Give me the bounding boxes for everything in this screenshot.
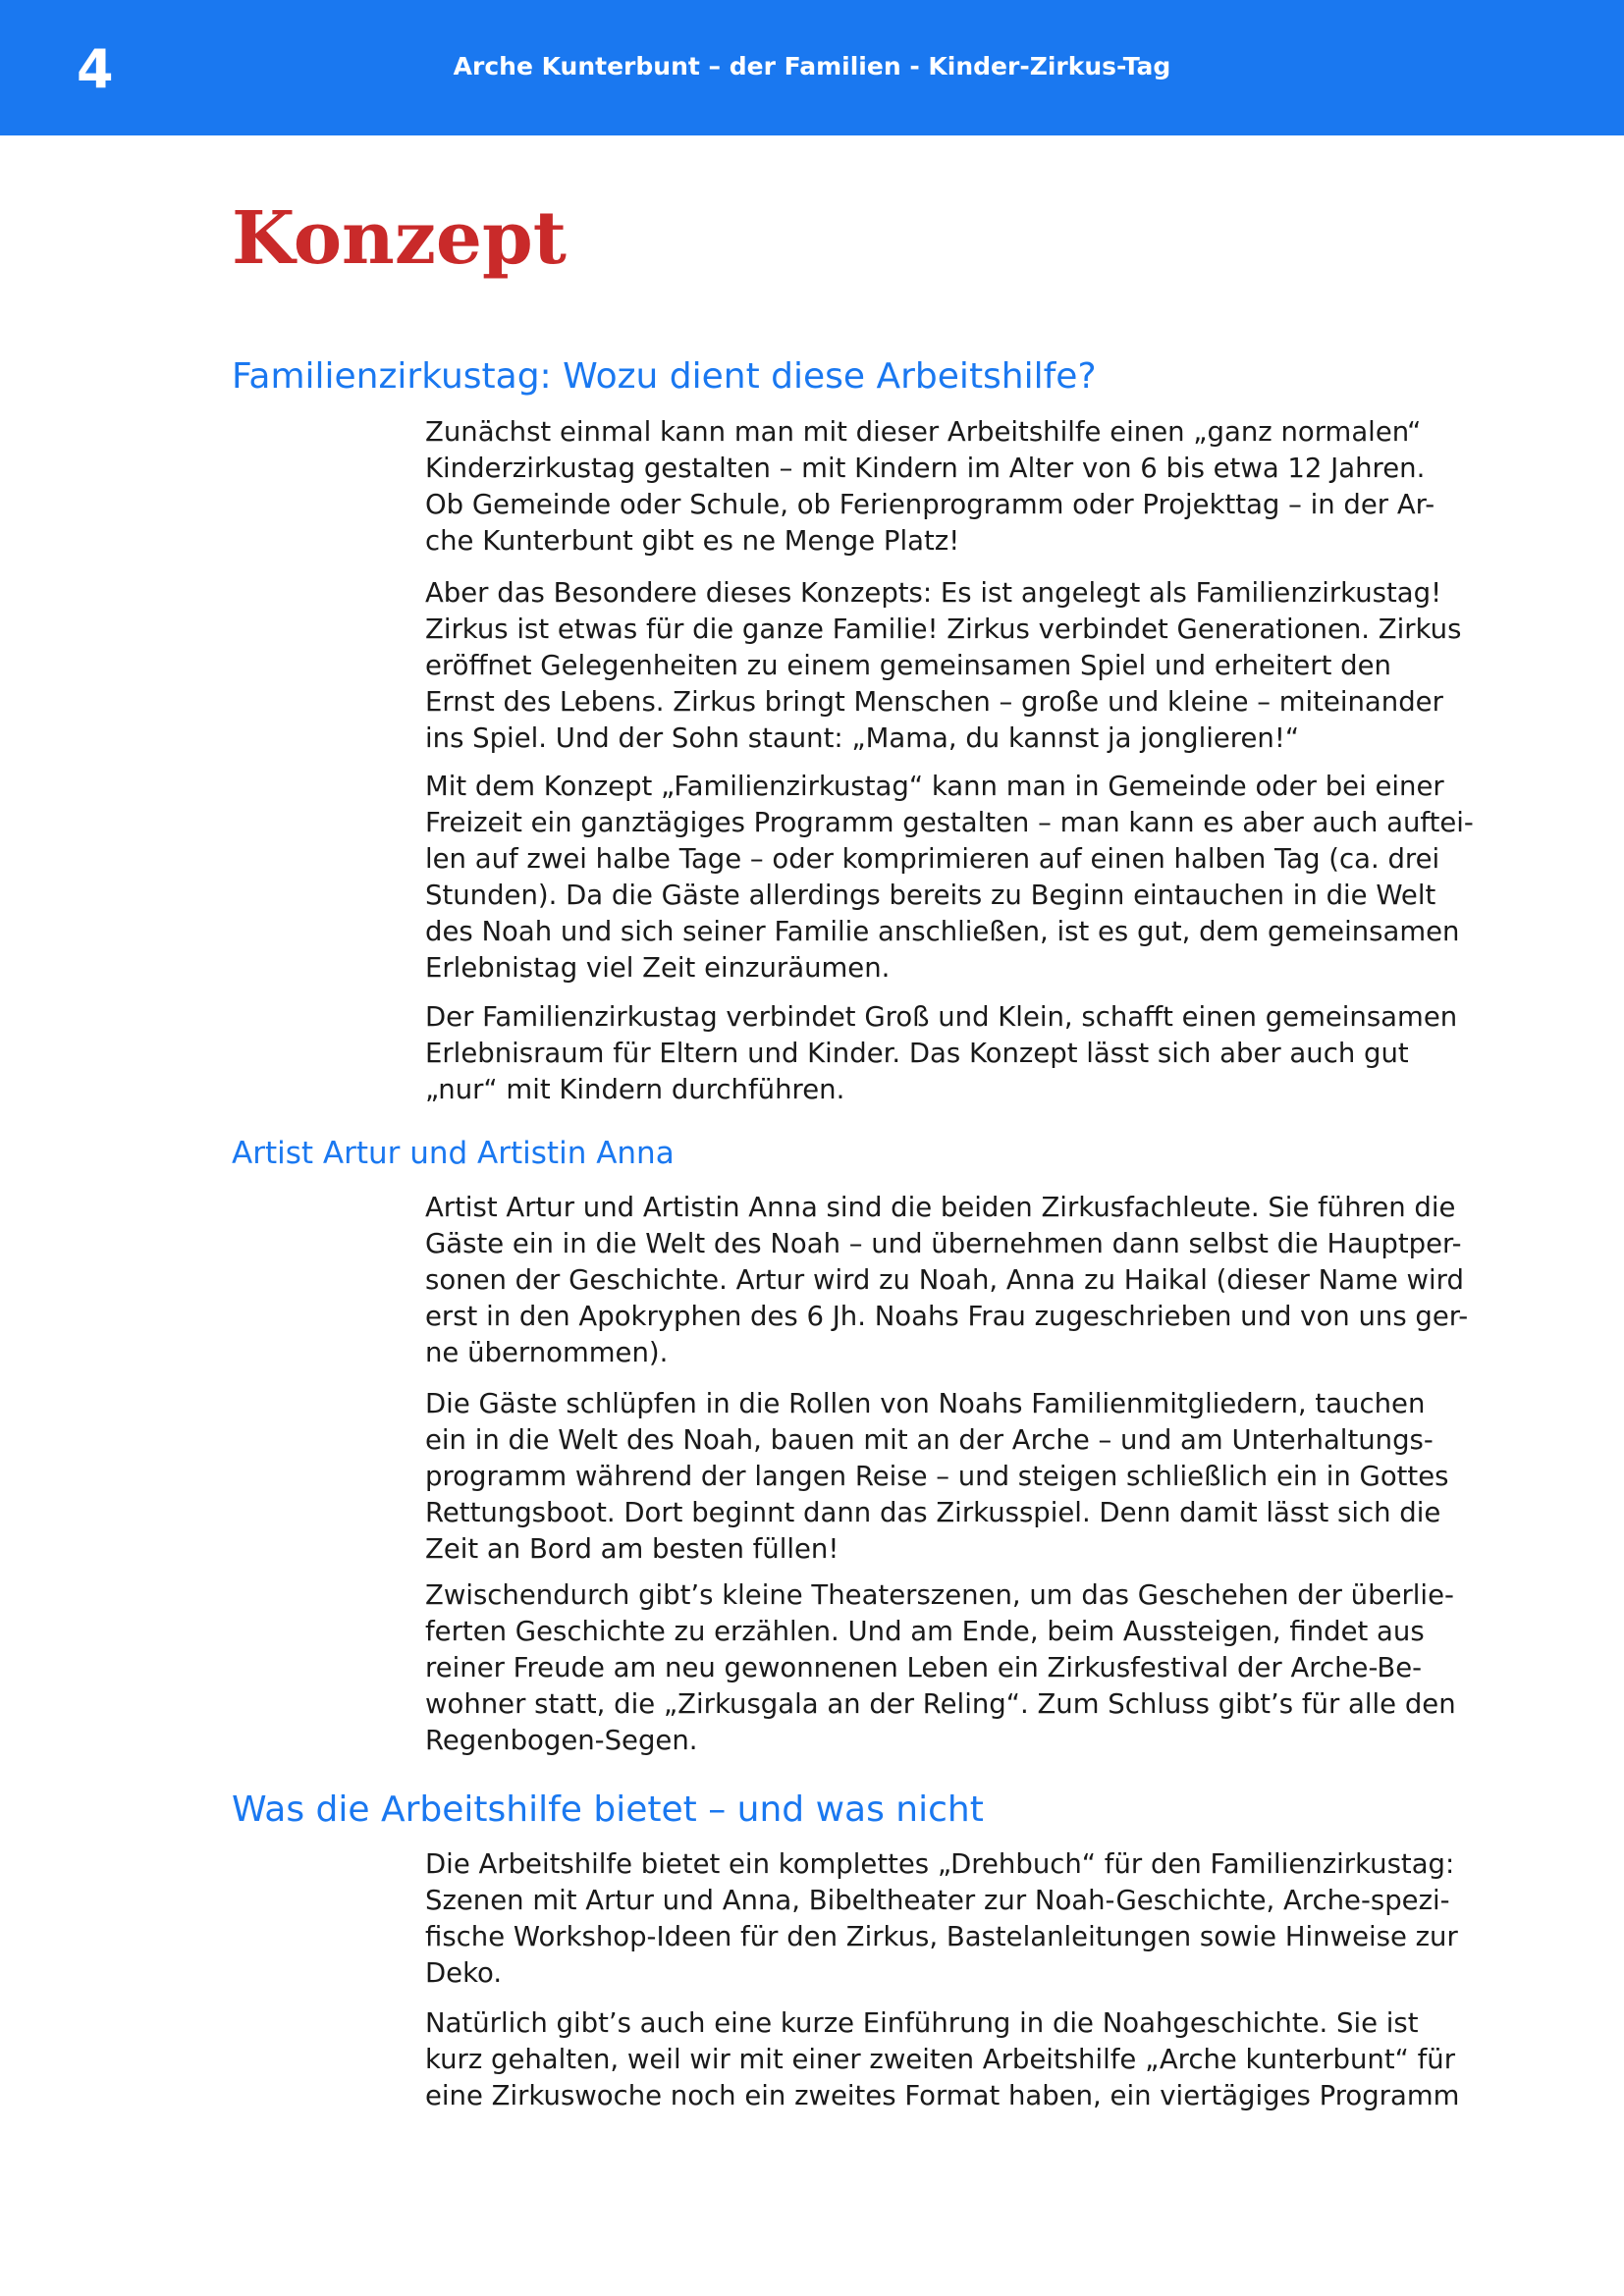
text-line: Rettungsboot. Dort beginnt dann das Zirkusspiel. Denn damit lässt sich die — [425, 1497, 1441, 1528]
text-line: kurz gehalten, weil wir mit einer zweiten Arbeitshilfe „Arche kunterbunt“ für — [425, 2044, 1456, 2075]
text-line: Freizeit ein ganztägiges Programm gestalten – man kann es aber auch auftei- — [425, 807, 1474, 838]
text-line: eröffnet Gelegenheiten zu einem gemeinsamen Spiel und erheitert den — [425, 650, 1391, 681]
text-line: reiner Freude am neu gewonnenen Leben ein Zirkusfestival der Arche-Be- — [425, 1652, 1423, 1683]
text-line: Mit dem Konzept „Familienzirkustag“ kann man in Gemeinde oder bei einer — [425, 771, 1444, 802]
text-line: Zeit an Bord am besten füllen! — [425, 1533, 839, 1565]
text-line: Stunden). Da die Gäste allerdings bereits zu Beginn eintauchen in die Welt — [425, 880, 1436, 911]
text-line: erst in den Apokryphen des 6 Jh. Noahs Frau zugeschrieben und von uns ger- — [425, 1301, 1469, 1332]
text-line: programm während der langen Reise – und steigen schließlich ein in Gottes — [425, 1461, 1449, 1492]
text-line: ferten Geschichte zu erzählen. Und am Ende, beim Aussteigen, findet aus — [425, 1616, 1425, 1647]
text-line: Erlebnisraum für Eltern und Kinder. Das Konzept lässt sich aber auch gut — [425, 1038, 1409, 1069]
text-line: Zunächst einmal kann man mit dieser Arbeitshilfe einen „ganz normalen“ — [425, 416, 1422, 448]
paragraph — [425, 999, 1486, 1108]
text-line: ein in die Welt des Noah, bauen mit an der Arche – und am Unterhaltungs- — [425, 1424, 1434, 1456]
paragraph — [425, 2005, 1486, 2114]
text-line: Ernst des Lebens. Zirkus bringt Menschen – große und kleine – miteinander — [425, 686, 1443, 718]
text-line: eine Zirkuswoche noch ein zweites Format haben, ein viertägiges Programm — [425, 2080, 1460, 2111]
paragraph — [425, 769, 1486, 987]
text-line: „nur“ mit Kindern durchführen. — [425, 1074, 845, 1105]
section-heading: Artist Artur und Artistin Anna — [232, 1136, 675, 1171]
text-line: ins Spiel. Und der Sohn staunt: „Mama, du kannst ja jonglieren!“ — [425, 722, 1300, 754]
page-number: 4 — [77, 38, 114, 100]
text-line: Deko. — [425, 1957, 503, 1989]
text-line: des Noah und sich seiner Familie anschließen, ist es gut, dem gemeinsamen — [425, 916, 1460, 947]
paragraph — [425, 575, 1486, 757]
paragraph — [425, 1190, 1486, 1371]
text-line: che Kunterbunt gibt es ne Menge Platz! — [425, 525, 960, 557]
text-line: Die Gäste schlüpfen in die Rollen von Noahs Familienmitgliedern, tauchen — [425, 1388, 1426, 1419]
text-line: Erlebnistag viel Zeit einzuräumen. — [425, 952, 891, 984]
text-line: ne übernommen). — [425, 1337, 669, 1368]
text-line: Kinderzirkustag gestalten – mit Kindern im Alter von 6 bis etwa 12 Jahren. — [425, 453, 1426, 484]
text-line: sonen der Geschichte. Artur wird zu Noah, Anna zu Haikal (dieser Name wird — [425, 1264, 1464, 1296]
section-heading: Was die Arbeitshilfe bietet – und was nicht — [232, 1789, 984, 1830]
text-line: Natürlich gibt’s auch eine kurze Einführung in die Noahgeschichte. Sie ist — [425, 2007, 1419, 2039]
text-line: Gäste ein in die Welt des Noah – und übernehmen dann selbst die Hauptper- — [425, 1228, 1462, 1259]
paragraph — [425, 1577, 1486, 1759]
text-line: Der Familienzirkustag verbindet Groß und Klein, schafft einen gemeinsamen — [425, 1001, 1458, 1033]
text-line: len auf zwei halbe Tage – oder komprimieren auf einen halben Tag (ca. drei — [425, 843, 1440, 875]
text-line: Zirkus ist etwas für die ganze Familie! Zirkus verbindet Generationen. Zirkus — [425, 614, 1462, 645]
text-line: Szenen mit Artur und Anna, Bibeltheater zur Noah-Geschichte, Arche-spezi- — [425, 1885, 1450, 1916]
text-line: Ob Gemeinde oder Schule, ob Ferienprogramm oder Projekttag – in der Ar- — [425, 489, 1435, 520]
paragraph — [425, 1386, 1486, 1568]
paragraph — [425, 414, 1486, 560]
header-bar — [0, 0, 1624, 135]
text-line: Regenbogen-Segen. — [425, 1725, 698, 1756]
text-line: wohner statt, die „Zirkusgala an der Reling“. Zum Schluss gibt’s für alle den — [425, 1688, 1456, 1720]
text-line: Aber das Besondere dieses Konzepts: Es ist angelegt als Familienzirkustag! — [425, 577, 1442, 609]
text-line: Artist Artur und Artistin Anna sind die beiden Zirkusfachleute. Sie führen die — [425, 1192, 1456, 1223]
section-heading: Familienzirkustag: Wozu dient diese Arbeitshilfe? — [232, 356, 1097, 397]
running-title: Arche Kunterbunt – der Familien - Kinder-Zirkus-Tag — [453, 52, 1171, 80]
text-line: fische Workshop-Ideen für den Zirkus, Bastelanleitungen sowie Hinweise zur — [425, 1921, 1458, 1952]
text-line: Die Arbeitshilfe bietet ein komplettes „Drehbuch“ für den Familienzirkustag: — [425, 1848, 1455, 1880]
text-line: Zwischendurch gibt’s kleine Theaterszenen, um das Geschehen der überlie- — [425, 1579, 1454, 1611]
paragraph — [425, 1846, 1486, 1992]
page-title: Konzept — [232, 196, 567, 281]
